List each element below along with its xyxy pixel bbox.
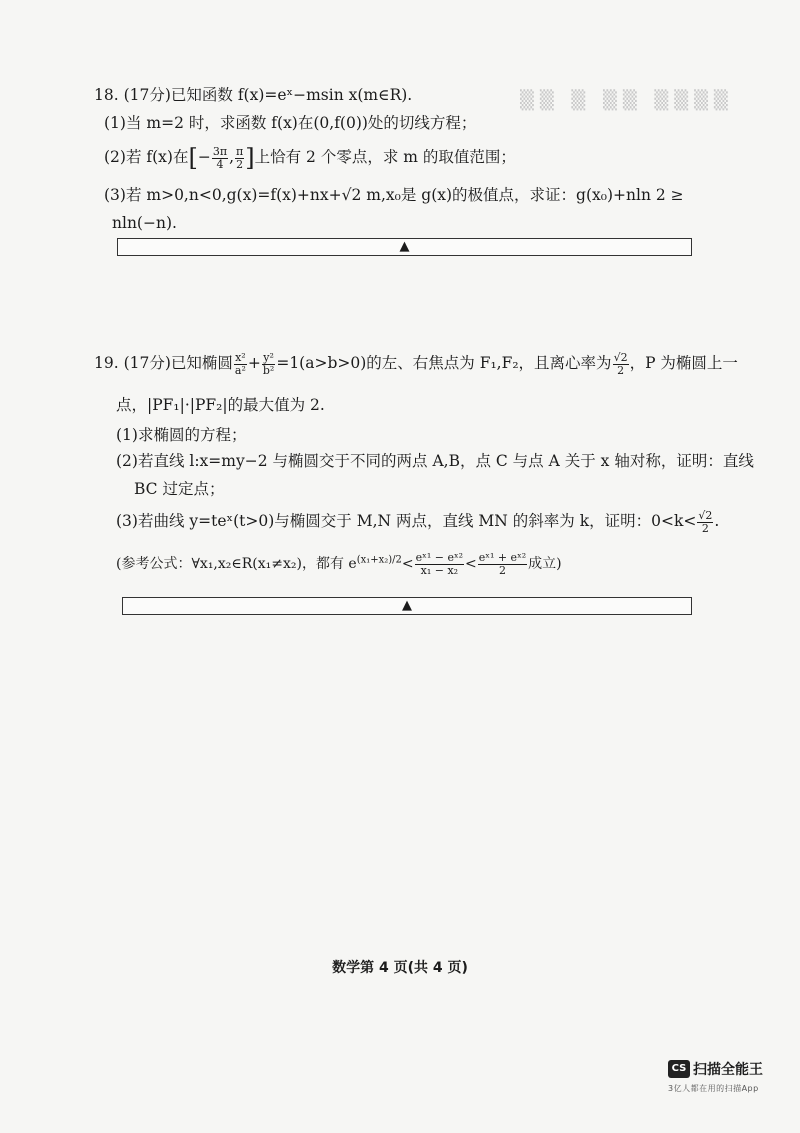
camscanner-logo-icon: CS: [668, 1060, 690, 1078]
ref-pre: 参考公式：∀x₁,x₂∈R(x₁≠x₂)，都有 e: [121, 556, 357, 573]
q18-p2-post: 上恰有 2 个零点，求 m 的取值范围；: [254, 148, 516, 167]
frac-num: √2: [698, 509, 713, 522]
ref-lt-2: <: [465, 556, 477, 573]
frac-num: eˣ¹ + eˣ²: [478, 551, 527, 564]
page-footer: 数学第 4 页(共 4 页): [332, 960, 468, 976]
frac-den: 2: [617, 363, 625, 377]
frac-num: √2: [613, 351, 628, 364]
left-bracket: [: [188, 144, 198, 173]
frac-num: y²: [263, 351, 274, 364]
fraction-eccentricity: [613, 352, 629, 376]
q18-answer-area: [117, 238, 692, 256]
ref-post: 成立: [528, 556, 557, 573]
watermark-subtitle: 3亿人都在用的扫描App: [668, 1083, 759, 1093]
frac-den: x₁ − x₂: [420, 563, 459, 577]
watermark-title: 扫描全能王: [693, 1061, 763, 1078]
q18-part-3-line1: (3)若 m>0,n<0,g(x)=f(x)+nx+√2 m,x₀是 g(x)的极值点，求证：g(x₀)+nln 2 ≥: [104, 186, 684, 204]
q18-stem: 18. (17分)已知函数 f(x)=eˣ−msin x(m∈R).: [94, 86, 413, 104]
frac-num: x²: [235, 351, 246, 364]
q19-part-1: (1)求椭圆的方程；: [116, 426, 247, 444]
fraction-y2-b2: [262, 352, 275, 376]
scanner-watermark: [668, 1058, 788, 1094]
fraction-neg-3pi-4: [212, 146, 228, 170]
frac-den: b²: [262, 363, 275, 377]
ref-exponent: (x₁+x₂)/2: [356, 554, 402, 566]
q19-stem: 19. (17分)已知椭圆 $\frac{\text{x²}}{\text{a²}}$ + $\frac{\text{y²}}{\text{b²}}$ =1(a>b>0)的左、右焦点为 F₁,F₂，且离心率为 $\frac{√2}{2}$ ，P 为椭圆上一: [94, 351, 738, 377]
triangle-marker-icon: ▲: [402, 598, 412, 613]
q19-reference-formula: (参考公式：∀x₁,x₂∈R(x₁≠x₂)，都有 $e^{(x_1+x_2)/2}<$ $\frac{\text{eˣ¹ − eˣ²}}{\text{x₁ − x₂}}$ < $\frac{\text{eˣ¹ + eˣ²}}{2}$ 成立): [116, 551, 562, 577]
q18-part-3-line2: nln(−n).: [112, 214, 177, 232]
fraction-ref-1: [415, 552, 464, 576]
q19-stem-mid: =1(a>b>0)的左、右焦点为 F₁,F₂，且离心率为: [276, 354, 612, 373]
fraction-x2-a2: [234, 352, 247, 376]
bleed-through-text: ▒▒ ▒ ▒▒ ▒▒▒▒: [520, 90, 734, 111]
frac-num: 3π: [212, 145, 228, 158]
frac-den: 4: [216, 157, 224, 171]
q18-part-2: (2)若 f(x)在[− $\frac{3\pi}{4}$ , $\frac{\pi}{2}$ ]上恰有 2 个零点，求 m 的取值范围；: [104, 144, 516, 173]
q19-part-3: (3)若曲线 y=teˣ(t>0)与椭圆交于 M,N 两点，直线 MN 的斜率为 k，证明：0<k< $\frac{√2}{2}$ .: [116, 509, 720, 535]
fraction-pi-2: [235, 146, 244, 170]
frac-den: 2: [498, 563, 506, 577]
frac-den: 2: [236, 157, 244, 171]
q19-answer-area: [122, 597, 692, 615]
frac-num: eˣ¹ − eˣ²: [415, 551, 464, 564]
fraction-ref-2: [478, 552, 527, 576]
q19-part-2-line2: BC 过定点；: [134, 480, 225, 498]
q19-stem-pre: 19. (17分)已知椭圆: [94, 354, 233, 373]
triangle-marker-icon: ▲: [399, 239, 410, 254]
q19-stem-post: ，P 为椭圆上一: [629, 354, 738, 373]
q19-part-2-line1: (2)若直线 l:x=my−2 与椭圆交于不同的两点 A,B，点 C 与点 A 关于 x 轴对称，证明：直线: [116, 452, 754, 470]
q18-part-1: (1)当 m=2 时，求函数 f(x)在(0,f(0))处的切线方程；: [104, 114, 477, 132]
q19-stem-line2: 点，|PF₁|·|PF₂|的最大值为 2.: [116, 396, 325, 414]
frac-den: a²: [234, 363, 246, 377]
right-bracket: ]: [245, 144, 255, 173]
frac-den: 2: [701, 521, 709, 535]
q19-p3-pre: (3)若曲线 y=teˣ(t>0)与椭圆交于 M,N 两点，直线 MN 的斜率为 k，证明：0<k<: [116, 512, 697, 531]
q18-p2-pre: (2)若 f(x)在: [104, 148, 189, 167]
ref-lt-1: <: [401, 556, 414, 573]
frac-num: π: [236, 145, 244, 158]
fraction-sqrt2-2: [697, 510, 713, 534]
